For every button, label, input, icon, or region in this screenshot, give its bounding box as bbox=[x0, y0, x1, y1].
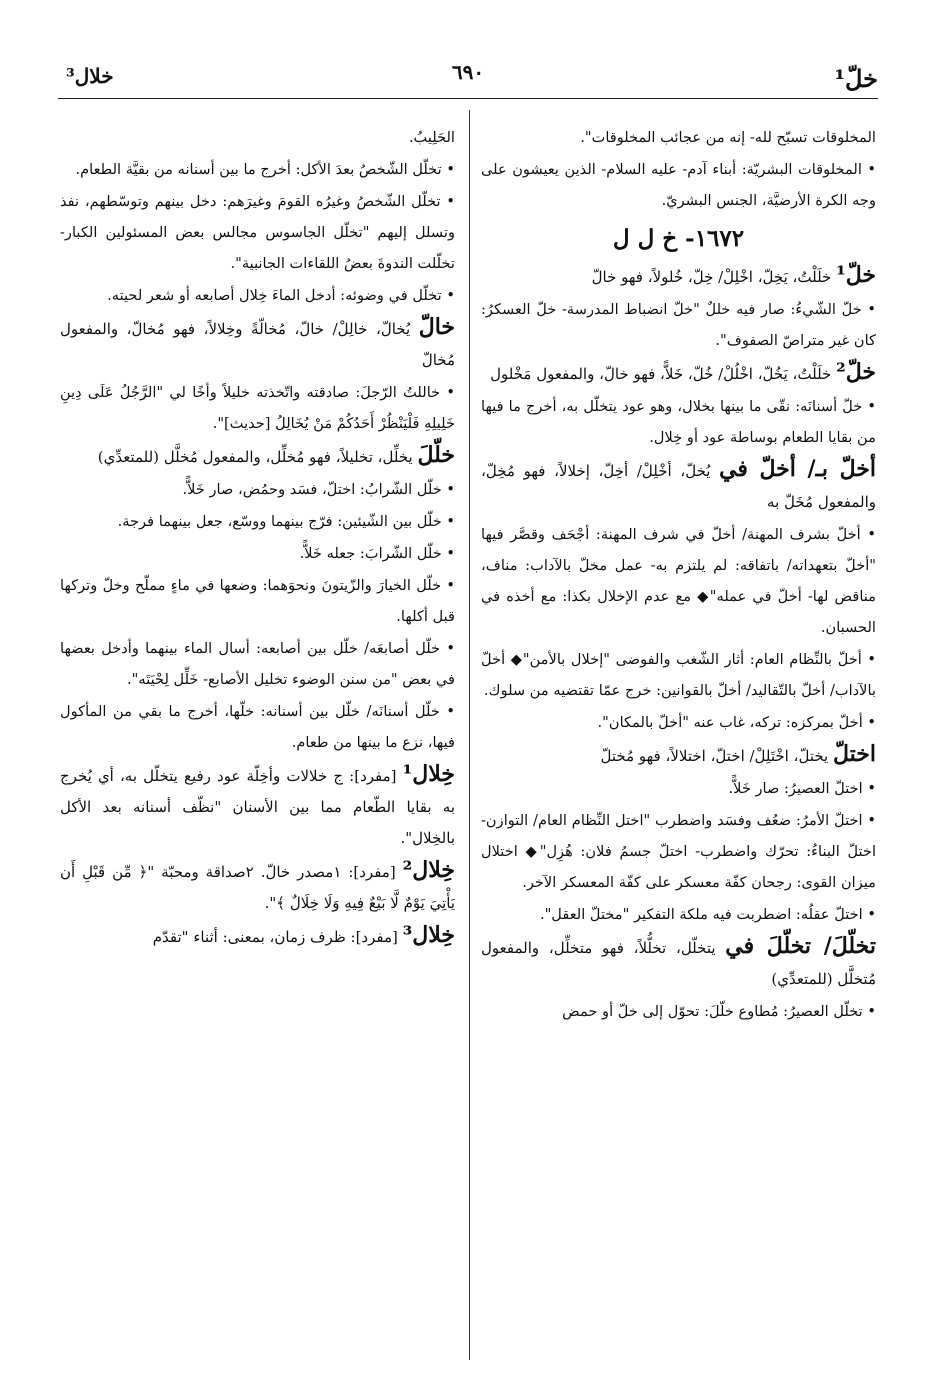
headword: خلّ¹ bbox=[836, 262, 876, 288]
definition-paragraph: • اختلّ الأمرُ: ضعُف وفسَد واضطرب "اختل النِّظام العام/ التوازن- اختلّ البناءُ: تحرّك واضطرب- اختلّ جسمُ فلان: هُزِل"◆ اختلال ميزان القوى: رجحان كفّة معسكر على كفّة المعسكر الآخر. bbox=[481, 812, 876, 891]
definition-paragraph: • أخلّ بمركزه: تركه، غاب عنه "أخلّ بالمكان". bbox=[597, 714, 876, 731]
headword-forms: يخلِّل، تخليلاً، فهو مُخلِّل، والمفعول مُخلَّل (للمتعدِّي) bbox=[97, 448, 418, 466]
definition-paragraph: الحَلِيبُ. bbox=[408, 129, 455, 146]
headword-forms: يُخالّ، خالِلْ/ خالّ، مُخالّةً وخِلالاً، فهو مُخالّ، والمفعول مُخالّ bbox=[60, 320, 455, 369]
definition-paragraph: • تخلّل في وضوئه: أدخل الماءَ خِلال أصابعه أو شعر لحيته. bbox=[107, 287, 455, 304]
definition-paragraph: • المخلوقات البشريّة: أبناء آدم- عليه السلام- الذين يعيشون على وجه الكرة الأرضيَّة، الجنس البشريّ. bbox=[481, 161, 876, 209]
definition-paragraph: • تخلّل الشّخصُ بعدَ الأكل: أخرج ما بين أسنانه من بقيَّة الطعام. bbox=[75, 161, 455, 178]
definition-paragraph: • خلّل الشّرابَ: جعله خَلاًّ. bbox=[299, 545, 455, 562]
definition-paragraph: • اختلّ عقلُه: اضطربت فيه ملكة التفكير "مختلّ العقل". bbox=[539, 906, 876, 923]
headword-entry bbox=[60, 759, 455, 854]
headword: خِلال¹ bbox=[402, 761, 455, 787]
headword: خِلال² bbox=[402, 857, 455, 883]
headword-entry bbox=[60, 312, 455, 376]
headword-forms: [مفرد]: ج خلالات وأخِلّة عود رفيع يتخلّل به، أي يُخرج به بقايا الطّعام مما بين الأسنان "نظّف أسنانه بعد الأكل بالخِلال". bbox=[60, 767, 455, 847]
headword-forms: يُخلّ، أخْلِلْ/ أخِلّ، إخلالاً، فهو مُخِلّ، والمفعول مُخَلّ به bbox=[481, 462, 876, 511]
definition-paragraph: • تخلّل الشّخصُ وغيرُه القومَ وغيرَهم: دخل بينهم وتوسّطهم، نفذ وتسلل إليهم "تخلّل الجاسوس مجالس بعض المسئولين الكبار- تخلّلت الندوةَ بعضُ اللقاءات الجانبية". bbox=[60, 193, 455, 272]
page-number: ٦٩٠ bbox=[451, 60, 485, 84]
headword: اختلّ bbox=[832, 741, 876, 767]
headword-entry bbox=[481, 931, 876, 995]
definition-paragraph: • اختلّ العصيرُ: صار خَلاًّ. bbox=[728, 780, 876, 797]
definition-paragraph: • أخلّ بالنِّظام العام: أثار الشّغب والفوضى "إخلال بالأمن"◆ أخلّ بالآداب/ أخلّ بالتّقاليد/ أخلّ بالقوانين: خرج عمّا تقتضيه من سلوك. bbox=[481, 651, 876, 699]
headword-forms: يتخلّل، تخلُّلاً، فهو متخلِّل، والمفعول مُتخلَّل (للمتعدِّي) bbox=[481, 939, 876, 988]
headword-entry bbox=[481, 357, 876, 390]
definition-paragraph: • خاللتُ الرّجلَ: صادقته واتّخذته خليلاً وأخًا لي "الرَّجُلُ عَلَى دِينِ خَلِيلِهِ فَلْيَنْظُرْ أَحَدُكُمْ مَنْ يُخَالِلُ [حديث]". bbox=[60, 384, 455, 432]
headword-forms: [مفرد]: ظرف زمان، بمعنى: أثناء "تقدّم bbox=[152, 928, 403, 946]
header-right-word: خلّ¹ bbox=[834, 64, 878, 93]
headword-forms: خلَلْتُ، يَخِلّ، اخْلِلْ/ خِلّ، خُلولاً، فهو خالّ bbox=[591, 268, 837, 286]
headword-entry bbox=[60, 920, 455, 953]
headword: أخلّ بـ/ أخلّ في bbox=[719, 456, 876, 482]
left-column bbox=[60, 122, 455, 1362]
definition-paragraph: • خلّل أصابعَه/ خلّل بين أصابعه: أسال الماء بينهما وأدخل بعضها في بعض "من سنن الوضوء تخليل الأصابع- خَلِّل لِحْيَتَه". bbox=[60, 640, 455, 688]
page-header bbox=[58, 58, 878, 99]
definition-paragraph: • خلّل أسنانَه/ خلّل بين أسنانه: خلّها، أخرج ما بقي من المأكول فيها، نزع ما بينها من طعام. bbox=[60, 703, 455, 751]
definition-paragraph: • أخلّ بشرف المهنة/ أخلّ في شرف المهنة: أجْحَف وقصَّر فيها "أخلّ بتعهداته/ باتفاقه: لم يلتزم به- عمل مخلّ بالآداب: مناف، مناقض لها- أخلّ في عمله"◆ مع عدم الإخلال بكذا: مع أخذه في الحسبان. bbox=[481, 526, 876, 636]
right-column bbox=[481, 122, 876, 1362]
headword: خالّ bbox=[418, 314, 455, 340]
definition-paragraph: المخلوقات تسبّح لله- إنه من عجائب المخلوقات". bbox=[580, 129, 876, 146]
definition-paragraph: • خلّ الشّيءُ: صار فيه خللٌ "خلّ انضباط المدرسة- خلّ العسكرُ: كان غير متراصّ الصفوف". bbox=[481, 301, 876, 349]
definition-paragraph: • تخلّل العصيرُ: مُطاوع خلّلَ: تحوّل إلى خلّ أو حمض bbox=[562, 1003, 876, 1020]
headword: خلّ² bbox=[836, 359, 876, 385]
headword: تخلّلَ/ تخلّلَ في bbox=[725, 933, 876, 959]
headword: خلّلَ bbox=[417, 442, 455, 468]
definition-paragraph: • خلّل الخيارَ والزّيتونَ ونحوَهما: وضعها في ماءٍ مملّح وخلّ وتركها قبل أكلها. bbox=[60, 577, 455, 625]
definition-paragraph: • خلّ أسنانَه: نقّى ما بينها بخلال، وهو عود يتخلّل به، أخرج ما فيها من بقايا الطعام بوساطة عود أو خِلال. bbox=[481, 398, 876, 446]
headword-entry bbox=[60, 440, 455, 473]
section-root-heading: ١٦٧٢- خ ل ل bbox=[612, 225, 745, 252]
headword-forms: خلَلْتُ، يَخُلّ، اخْلُلْ/ خُلّ، خَلاًّ، فهو خالّ، والمفعول مَخْلول bbox=[490, 365, 837, 383]
headword-entry bbox=[481, 739, 876, 772]
headword-forms: يختلّ، اخْتَلِلْ/ اختلّ، اختلالاً، فهو مُختلّ bbox=[600, 747, 833, 765]
header-left-word: خلال³ bbox=[66, 64, 114, 88]
column-divider bbox=[469, 110, 470, 1360]
definition-paragraph: • خلّل بين الشّيئين: فرّج بينهما ووسّع، جعل بينهما فرجة. bbox=[117, 513, 455, 530]
headword-entry bbox=[481, 454, 876, 518]
headword-forms: [مفرد]: ١مصدر خالّ. ٢صداقة ومحبّة "﴿ مِّن قَبْلِ أَن يَأْتِيَ يَوْمٌ لَّا بَيْعٌ فِيهِ وَلَا خِلَالٌ ﴾". bbox=[60, 863, 455, 912]
headword-entry bbox=[60, 855, 455, 919]
definition-paragraph: • خلّل الشّرابُ: اختلّ، فسَد وحمُض، صار خَلاًّ. bbox=[182, 481, 455, 498]
headword: خِلال³ bbox=[402, 922, 455, 948]
headword-entry bbox=[481, 260, 876, 293]
